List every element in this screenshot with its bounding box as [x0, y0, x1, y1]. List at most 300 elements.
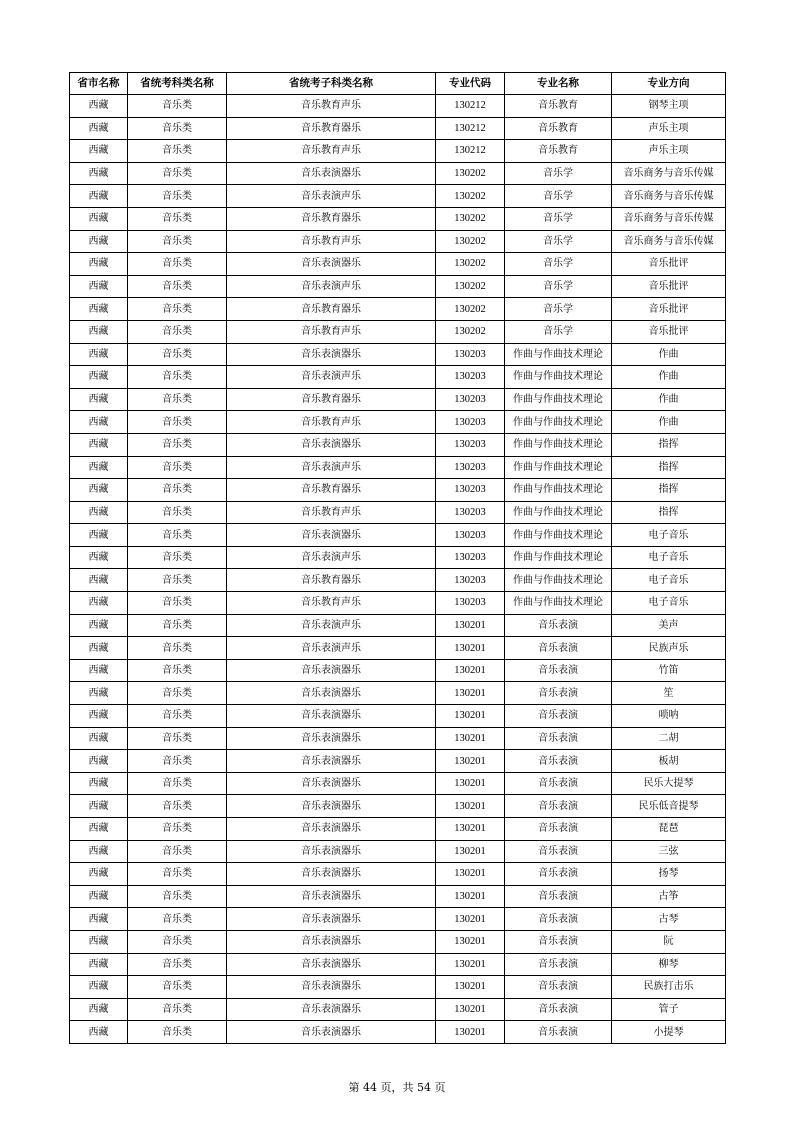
page-footer: 第 44 页，共 54 页 [348, 1081, 446, 1094]
header-row [70, 73, 726, 95]
cell-category: 音乐类 [128, 298, 227, 321]
enrollment-table-container [69, 72, 725, 1044]
cell-major-code: 130203 [436, 343, 505, 366]
cell-category: 音乐类 [128, 501, 227, 524]
cell-major-name: 作曲与作曲技术理论 [505, 343, 612, 366]
cell-major-direction: 民族打击乐 [612, 976, 726, 999]
cell-major-direction: 音乐商务与音乐传媒 [612, 185, 726, 208]
cell-major-direction: 电子音乐 [612, 546, 726, 569]
enrollment-table [69, 72, 726, 1044]
cell-major-code: 130201 [436, 863, 505, 886]
cell-major-direction: 古琴 [612, 908, 726, 931]
cell-province: 西藏 [70, 930, 128, 953]
cell-category: 音乐类 [128, 433, 227, 456]
header-subcategory: 省统考子科类名称 [227, 73, 436, 95]
cell-province: 西藏 [70, 1021, 128, 1044]
cell-major-code: 130202 [436, 253, 505, 276]
cell-subcategory: 音乐表演声乐 [227, 366, 436, 389]
cell-subcategory: 音乐表演器乐 [227, 682, 436, 705]
cell-major-direction: 民乐大提琴 [612, 772, 726, 795]
cell-major-name: 音乐表演 [505, 840, 612, 863]
cell-major-direction: 作曲 [612, 388, 726, 411]
cell-subcategory: 音乐表演器乐 [227, 998, 436, 1021]
cell-province: 西藏 [70, 456, 128, 479]
table-row [70, 275, 726, 298]
cell-category: 音乐类 [128, 976, 227, 999]
cell-major-code: 130201 [436, 705, 505, 728]
cell-major-code: 130202 [436, 162, 505, 185]
cell-major-code: 130201 [436, 998, 505, 1021]
cell-province: 西藏 [70, 569, 128, 592]
cell-major-name: 音乐表演 [505, 818, 612, 841]
cell-major-name: 音乐表演 [505, 908, 612, 931]
cell-category: 音乐类 [128, 207, 227, 230]
cell-category: 音乐类 [128, 253, 227, 276]
cell-subcategory: 音乐教育器乐 [227, 569, 436, 592]
cell-subcategory: 音乐教育声乐 [227, 411, 436, 434]
header-major-code: 专业代码 [436, 73, 505, 95]
cell-subcategory: 音乐表演器乐 [227, 930, 436, 953]
cell-province: 西藏 [70, 140, 128, 163]
cell-subcategory: 音乐表演声乐 [227, 275, 436, 298]
cell-major-direction: 指挥 [612, 456, 726, 479]
cell-major-direction: 三弦 [612, 840, 726, 863]
cell-subcategory: 音乐表演器乐 [227, 433, 436, 456]
cell-major-code: 130203 [436, 433, 505, 456]
cell-major-code: 130202 [436, 207, 505, 230]
cell-category: 音乐类 [128, 795, 227, 818]
cell-province: 西藏 [70, 388, 128, 411]
cell-major-name: 音乐学 [505, 207, 612, 230]
table-row [70, 818, 726, 841]
cell-major-code: 130202 [436, 275, 505, 298]
cell-province: 西藏 [70, 95, 128, 118]
cell-province: 西藏 [70, 433, 128, 456]
cell-major-direction: 指挥 [612, 479, 726, 502]
cell-major-name: 作曲与作曲技术理论 [505, 501, 612, 524]
cell-major-name: 作曲与作曲技术理论 [505, 388, 612, 411]
cell-major-code: 130201 [436, 885, 505, 908]
cell-category: 音乐类 [128, 659, 227, 682]
cell-province: 西藏 [70, 772, 128, 795]
cell-category: 音乐类 [128, 140, 227, 163]
table-row [70, 320, 726, 343]
cell-subcategory: 音乐教育声乐 [227, 320, 436, 343]
cell-major-code: 130212 [436, 117, 505, 140]
cell-subcategory: 音乐表演器乐 [227, 908, 436, 931]
cell-subcategory: 音乐表演器乐 [227, 659, 436, 682]
cell-major-direction: 唢呐 [612, 705, 726, 728]
cell-subcategory: 音乐教育器乐 [227, 117, 436, 140]
table-row [70, 840, 726, 863]
cell-major-name: 音乐表演 [505, 1021, 612, 1044]
cell-category: 音乐类 [128, 524, 227, 547]
cell-major-direction: 作曲 [612, 411, 726, 434]
cell-major-name: 音乐表演 [505, 772, 612, 795]
table-row [70, 411, 726, 434]
cell-major-code: 130212 [436, 140, 505, 163]
cell-subcategory: 音乐表演器乐 [227, 524, 436, 547]
cell-subcategory: 音乐教育声乐 [227, 501, 436, 524]
cell-major-direction: 美声 [612, 614, 726, 637]
table-row [70, 230, 726, 253]
cell-major-code: 130203 [436, 366, 505, 389]
table-row [70, 185, 726, 208]
cell-major-direction: 钢琴主项 [612, 95, 726, 118]
cell-subcategory: 音乐表演器乐 [227, 976, 436, 999]
cell-major-code: 130201 [436, 727, 505, 750]
cell-subcategory: 音乐教育器乐 [227, 388, 436, 411]
cell-subcategory: 音乐表演器乐 [227, 162, 436, 185]
cell-major-name: 作曲与作曲技术理论 [505, 569, 612, 592]
table-row [70, 682, 726, 705]
cell-category: 音乐类 [128, 366, 227, 389]
cell-province: 西藏 [70, 162, 128, 185]
cell-subcategory: 音乐表演器乐 [227, 253, 436, 276]
cell-subcategory: 音乐表演器乐 [227, 727, 436, 750]
cell-major-name: 作曲与作曲技术理论 [505, 433, 612, 456]
table-row [70, 117, 726, 140]
cell-major-name: 音乐表演 [505, 930, 612, 953]
table-row [70, 207, 726, 230]
cell-category: 音乐类 [128, 546, 227, 569]
cell-province: 西藏 [70, 479, 128, 502]
cell-major-direction: 音乐批评 [612, 298, 726, 321]
cell-major-direction: 竹笛 [612, 659, 726, 682]
table-row [70, 998, 726, 1021]
cell-category: 音乐类 [128, 320, 227, 343]
cell-major-name: 作曲与作曲技术理论 [505, 479, 612, 502]
cell-category: 音乐类 [128, 411, 227, 434]
cell-province: 西藏 [70, 366, 128, 389]
cell-major-code: 130202 [436, 230, 505, 253]
table-row [70, 659, 726, 682]
cell-category: 音乐类 [128, 930, 227, 953]
cell-major-code: 130201 [436, 976, 505, 999]
cell-major-name: 作曲与作曲技术理论 [505, 546, 612, 569]
table-row [70, 95, 726, 118]
cell-major-name: 音乐表演 [505, 727, 612, 750]
table-row [70, 366, 726, 389]
table-row [70, 433, 726, 456]
cell-major-direction: 音乐商务与音乐传媒 [612, 162, 726, 185]
cell-subcategory: 音乐表演器乐 [227, 750, 436, 773]
cell-subcategory: 音乐教育器乐 [227, 479, 436, 502]
cell-major-direction: 音乐商务与音乐传媒 [612, 207, 726, 230]
cell-major-name: 音乐表演 [505, 614, 612, 637]
cell-subcategory: 音乐表演器乐 [227, 840, 436, 863]
cell-major-name: 音乐教育 [505, 95, 612, 118]
cell-major-direction: 民族声乐 [612, 637, 726, 660]
cell-major-name: 音乐学 [505, 185, 612, 208]
cell-major-code: 130201 [436, 614, 505, 637]
cell-major-code: 130201 [436, 637, 505, 660]
table-row [70, 388, 726, 411]
cell-subcategory: 音乐表演器乐 [227, 1021, 436, 1044]
cell-subcategory: 音乐表演声乐 [227, 185, 436, 208]
table-row [70, 479, 726, 502]
table-row [70, 456, 726, 479]
cell-category: 音乐类 [128, 998, 227, 1021]
cell-major-direction: 指挥 [612, 501, 726, 524]
table-row [70, 705, 726, 728]
cell-province: 西藏 [70, 614, 128, 637]
table-row [70, 885, 726, 908]
cell-category: 音乐类 [128, 388, 227, 411]
cell-major-direction: 古筝 [612, 885, 726, 908]
cell-major-name: 音乐教育 [505, 117, 612, 140]
cell-subcategory: 音乐表演器乐 [227, 705, 436, 728]
cell-major-direction: 电子音乐 [612, 569, 726, 592]
cell-major-name: 作曲与作曲技术理论 [505, 411, 612, 434]
cell-major-direction: 柳琴 [612, 953, 726, 976]
cell-subcategory: 音乐教育器乐 [227, 207, 436, 230]
cell-province: 西藏 [70, 840, 128, 863]
table-row [70, 253, 726, 276]
cell-category: 音乐类 [128, 95, 227, 118]
table-row [70, 524, 726, 547]
cell-major-code: 130201 [436, 953, 505, 976]
cell-subcategory: 音乐表演声乐 [227, 614, 436, 637]
cell-major-direction: 音乐批评 [612, 275, 726, 298]
cell-major-direction: 音乐批评 [612, 320, 726, 343]
table-header [70, 73, 726, 95]
cell-major-direction: 音乐商务与音乐传媒 [612, 230, 726, 253]
cell-major-code: 130202 [436, 298, 505, 321]
cell-province: 西藏 [70, 908, 128, 931]
cell-major-direction: 电子音乐 [612, 592, 726, 615]
header-major-name: 专业名称 [505, 73, 612, 95]
cell-province: 西藏 [70, 953, 128, 976]
cell-category: 音乐类 [128, 908, 227, 931]
cell-major-code: 130202 [436, 185, 505, 208]
cell-major-name: 音乐表演 [505, 998, 612, 1021]
table-row [70, 976, 726, 999]
cell-province: 西藏 [70, 727, 128, 750]
cell-category: 音乐类 [128, 705, 227, 728]
table-row [70, 140, 726, 163]
table-row [70, 162, 726, 185]
cell-major-direction: 笙 [612, 682, 726, 705]
cell-major-direction: 指挥 [612, 433, 726, 456]
cell-major-code: 130203 [436, 411, 505, 434]
cell-major-code: 130201 [436, 772, 505, 795]
cell-major-code: 130203 [436, 546, 505, 569]
cell-category: 音乐类 [128, 479, 227, 502]
cell-province: 西藏 [70, 230, 128, 253]
cell-major-code: 130201 [436, 908, 505, 931]
cell-major-name: 音乐表演 [505, 885, 612, 908]
cell-province: 西藏 [70, 524, 128, 547]
cell-subcategory: 音乐表演声乐 [227, 456, 436, 479]
cell-major-name: 音乐学 [505, 253, 612, 276]
table-row [70, 908, 726, 931]
cell-province: 西藏 [70, 998, 128, 1021]
cell-major-name: 音乐学 [505, 298, 612, 321]
cell-subcategory: 音乐表演器乐 [227, 863, 436, 886]
cell-major-name: 音乐表演 [505, 976, 612, 999]
cell-category: 音乐类 [128, 614, 227, 637]
header-province: 省市名称 [70, 73, 128, 95]
cell-major-direction: 小提琴 [612, 1021, 726, 1044]
table-row [70, 569, 726, 592]
cell-category: 音乐类 [128, 185, 227, 208]
cell-province: 西藏 [70, 117, 128, 140]
cell-major-code: 130202 [436, 320, 505, 343]
cell-major-code: 130203 [436, 479, 505, 502]
cell-province: 西藏 [70, 885, 128, 908]
cell-province: 西藏 [70, 411, 128, 434]
table-row [70, 930, 726, 953]
cell-province: 西藏 [70, 659, 128, 682]
cell-major-name: 音乐表演 [505, 637, 612, 660]
cell-major-direction: 板胡 [612, 750, 726, 773]
cell-major-name: 作曲与作曲技术理论 [505, 456, 612, 479]
cell-category: 音乐类 [128, 1021, 227, 1044]
cell-province: 西藏 [70, 501, 128, 524]
cell-major-direction: 二胡 [612, 727, 726, 750]
cell-province: 西藏 [70, 795, 128, 818]
cell-major-direction: 作曲 [612, 366, 726, 389]
cell-major-code: 130201 [436, 1021, 505, 1044]
cell-province: 西藏 [70, 818, 128, 841]
cell-major-name: 音乐表演 [505, 953, 612, 976]
cell-province: 西藏 [70, 253, 128, 276]
cell-subcategory: 音乐表演器乐 [227, 772, 436, 795]
cell-category: 音乐类 [128, 569, 227, 592]
table-row [70, 727, 726, 750]
cell-major-name: 作曲与作曲技术理论 [505, 592, 612, 615]
cell-major-direction: 音乐批评 [612, 253, 726, 276]
cell-subcategory: 音乐表演器乐 [227, 885, 436, 908]
cell-category: 音乐类 [128, 230, 227, 253]
cell-subcategory: 音乐表演器乐 [227, 343, 436, 366]
cell-major-direction: 作曲 [612, 343, 726, 366]
cell-major-name: 作曲与作曲技术理论 [505, 524, 612, 547]
cell-category: 音乐类 [128, 682, 227, 705]
cell-province: 西藏 [70, 207, 128, 230]
cell-subcategory: 音乐教育声乐 [227, 592, 436, 615]
table-row [70, 750, 726, 773]
table-row [70, 501, 726, 524]
cell-province: 西藏 [70, 592, 128, 615]
cell-major-code: 130203 [436, 524, 505, 547]
cell-major-name: 音乐表演 [505, 659, 612, 682]
cell-major-direction: 电子音乐 [612, 524, 726, 547]
cell-major-direction: 阮 [612, 930, 726, 953]
cell-province: 西藏 [70, 320, 128, 343]
cell-major-code: 130201 [436, 659, 505, 682]
cell-major-direction: 声乐主项 [612, 117, 726, 140]
cell-major-code: 130212 [436, 95, 505, 118]
cell-major-name: 音乐学 [505, 162, 612, 185]
table-row [70, 953, 726, 976]
cell-subcategory: 音乐教育声乐 [227, 230, 436, 253]
cell-category: 音乐类 [128, 818, 227, 841]
cell-category: 音乐类 [128, 162, 227, 185]
cell-major-code: 130201 [436, 818, 505, 841]
cell-province: 西藏 [70, 343, 128, 366]
cell-category: 音乐类 [128, 592, 227, 615]
table-row [70, 592, 726, 615]
cell-province: 西藏 [70, 976, 128, 999]
table-row [70, 772, 726, 795]
cell-category: 音乐类 [128, 885, 227, 908]
cell-major-code: 130201 [436, 840, 505, 863]
cell-province: 西藏 [70, 546, 128, 569]
cell-major-name: 音乐学 [505, 275, 612, 298]
cell-subcategory: 音乐教育声乐 [227, 95, 436, 118]
table-row [70, 546, 726, 569]
header-major-direction: 专业方向 [612, 73, 726, 95]
cell-major-code: 130203 [436, 388, 505, 411]
cell-province: 西藏 [70, 298, 128, 321]
cell-category: 音乐类 [128, 727, 227, 750]
cell-major-code: 130203 [436, 592, 505, 615]
cell-subcategory: 音乐教育声乐 [227, 140, 436, 163]
cell-province: 西藏 [70, 275, 128, 298]
table-row [70, 795, 726, 818]
table-row [70, 614, 726, 637]
cell-subcategory: 音乐表演器乐 [227, 953, 436, 976]
cell-category: 音乐类 [128, 117, 227, 140]
cell-major-code: 130203 [436, 501, 505, 524]
cell-major-code: 130201 [436, 682, 505, 705]
cell-major-name: 音乐表演 [505, 682, 612, 705]
cell-major-code: 130203 [436, 569, 505, 592]
cell-major-code: 130203 [436, 456, 505, 479]
cell-major-direction: 民乐低音提琴 [612, 795, 726, 818]
cell-major-code: 130201 [436, 750, 505, 773]
cell-province: 西藏 [70, 750, 128, 773]
cell-major-name: 音乐表演 [505, 750, 612, 773]
cell-major-name: 音乐表演 [505, 863, 612, 886]
cell-category: 音乐类 [128, 456, 227, 479]
cell-major-direction: 管子 [612, 998, 726, 1021]
cell-category: 音乐类 [128, 750, 227, 773]
table-row [70, 343, 726, 366]
cell-category: 音乐类 [128, 863, 227, 886]
cell-major-name: 音乐学 [505, 230, 612, 253]
table-row [70, 863, 726, 886]
cell-category: 音乐类 [128, 275, 227, 298]
cell-subcategory: 音乐表演器乐 [227, 795, 436, 818]
cell-province: 西藏 [70, 185, 128, 208]
cell-category: 音乐类 [128, 772, 227, 795]
cell-major-name: 音乐学 [505, 320, 612, 343]
cell-province: 西藏 [70, 637, 128, 660]
header-category: 省统考科类名称 [128, 73, 227, 95]
cell-major-direction: 扬琴 [612, 863, 726, 886]
cell-subcategory: 音乐表演声乐 [227, 546, 436, 569]
cell-major-name: 作曲与作曲技术理论 [505, 366, 612, 389]
cell-province: 西藏 [70, 682, 128, 705]
cell-province: 西藏 [70, 863, 128, 886]
cell-major-direction: 琵琶 [612, 818, 726, 841]
cell-category: 音乐类 [128, 637, 227, 660]
table-row [70, 298, 726, 321]
cell-category: 音乐类 [128, 953, 227, 976]
cell-major-code: 130201 [436, 930, 505, 953]
cell-category: 音乐类 [128, 840, 227, 863]
cell-major-name: 音乐教育 [505, 140, 612, 163]
cell-subcategory: 音乐表演声乐 [227, 637, 436, 660]
table-row [70, 637, 726, 660]
table-body [70, 95, 726, 1044]
cell-major-name: 音乐表演 [505, 705, 612, 728]
cell-province: 西藏 [70, 705, 128, 728]
table-row [70, 1021, 726, 1044]
